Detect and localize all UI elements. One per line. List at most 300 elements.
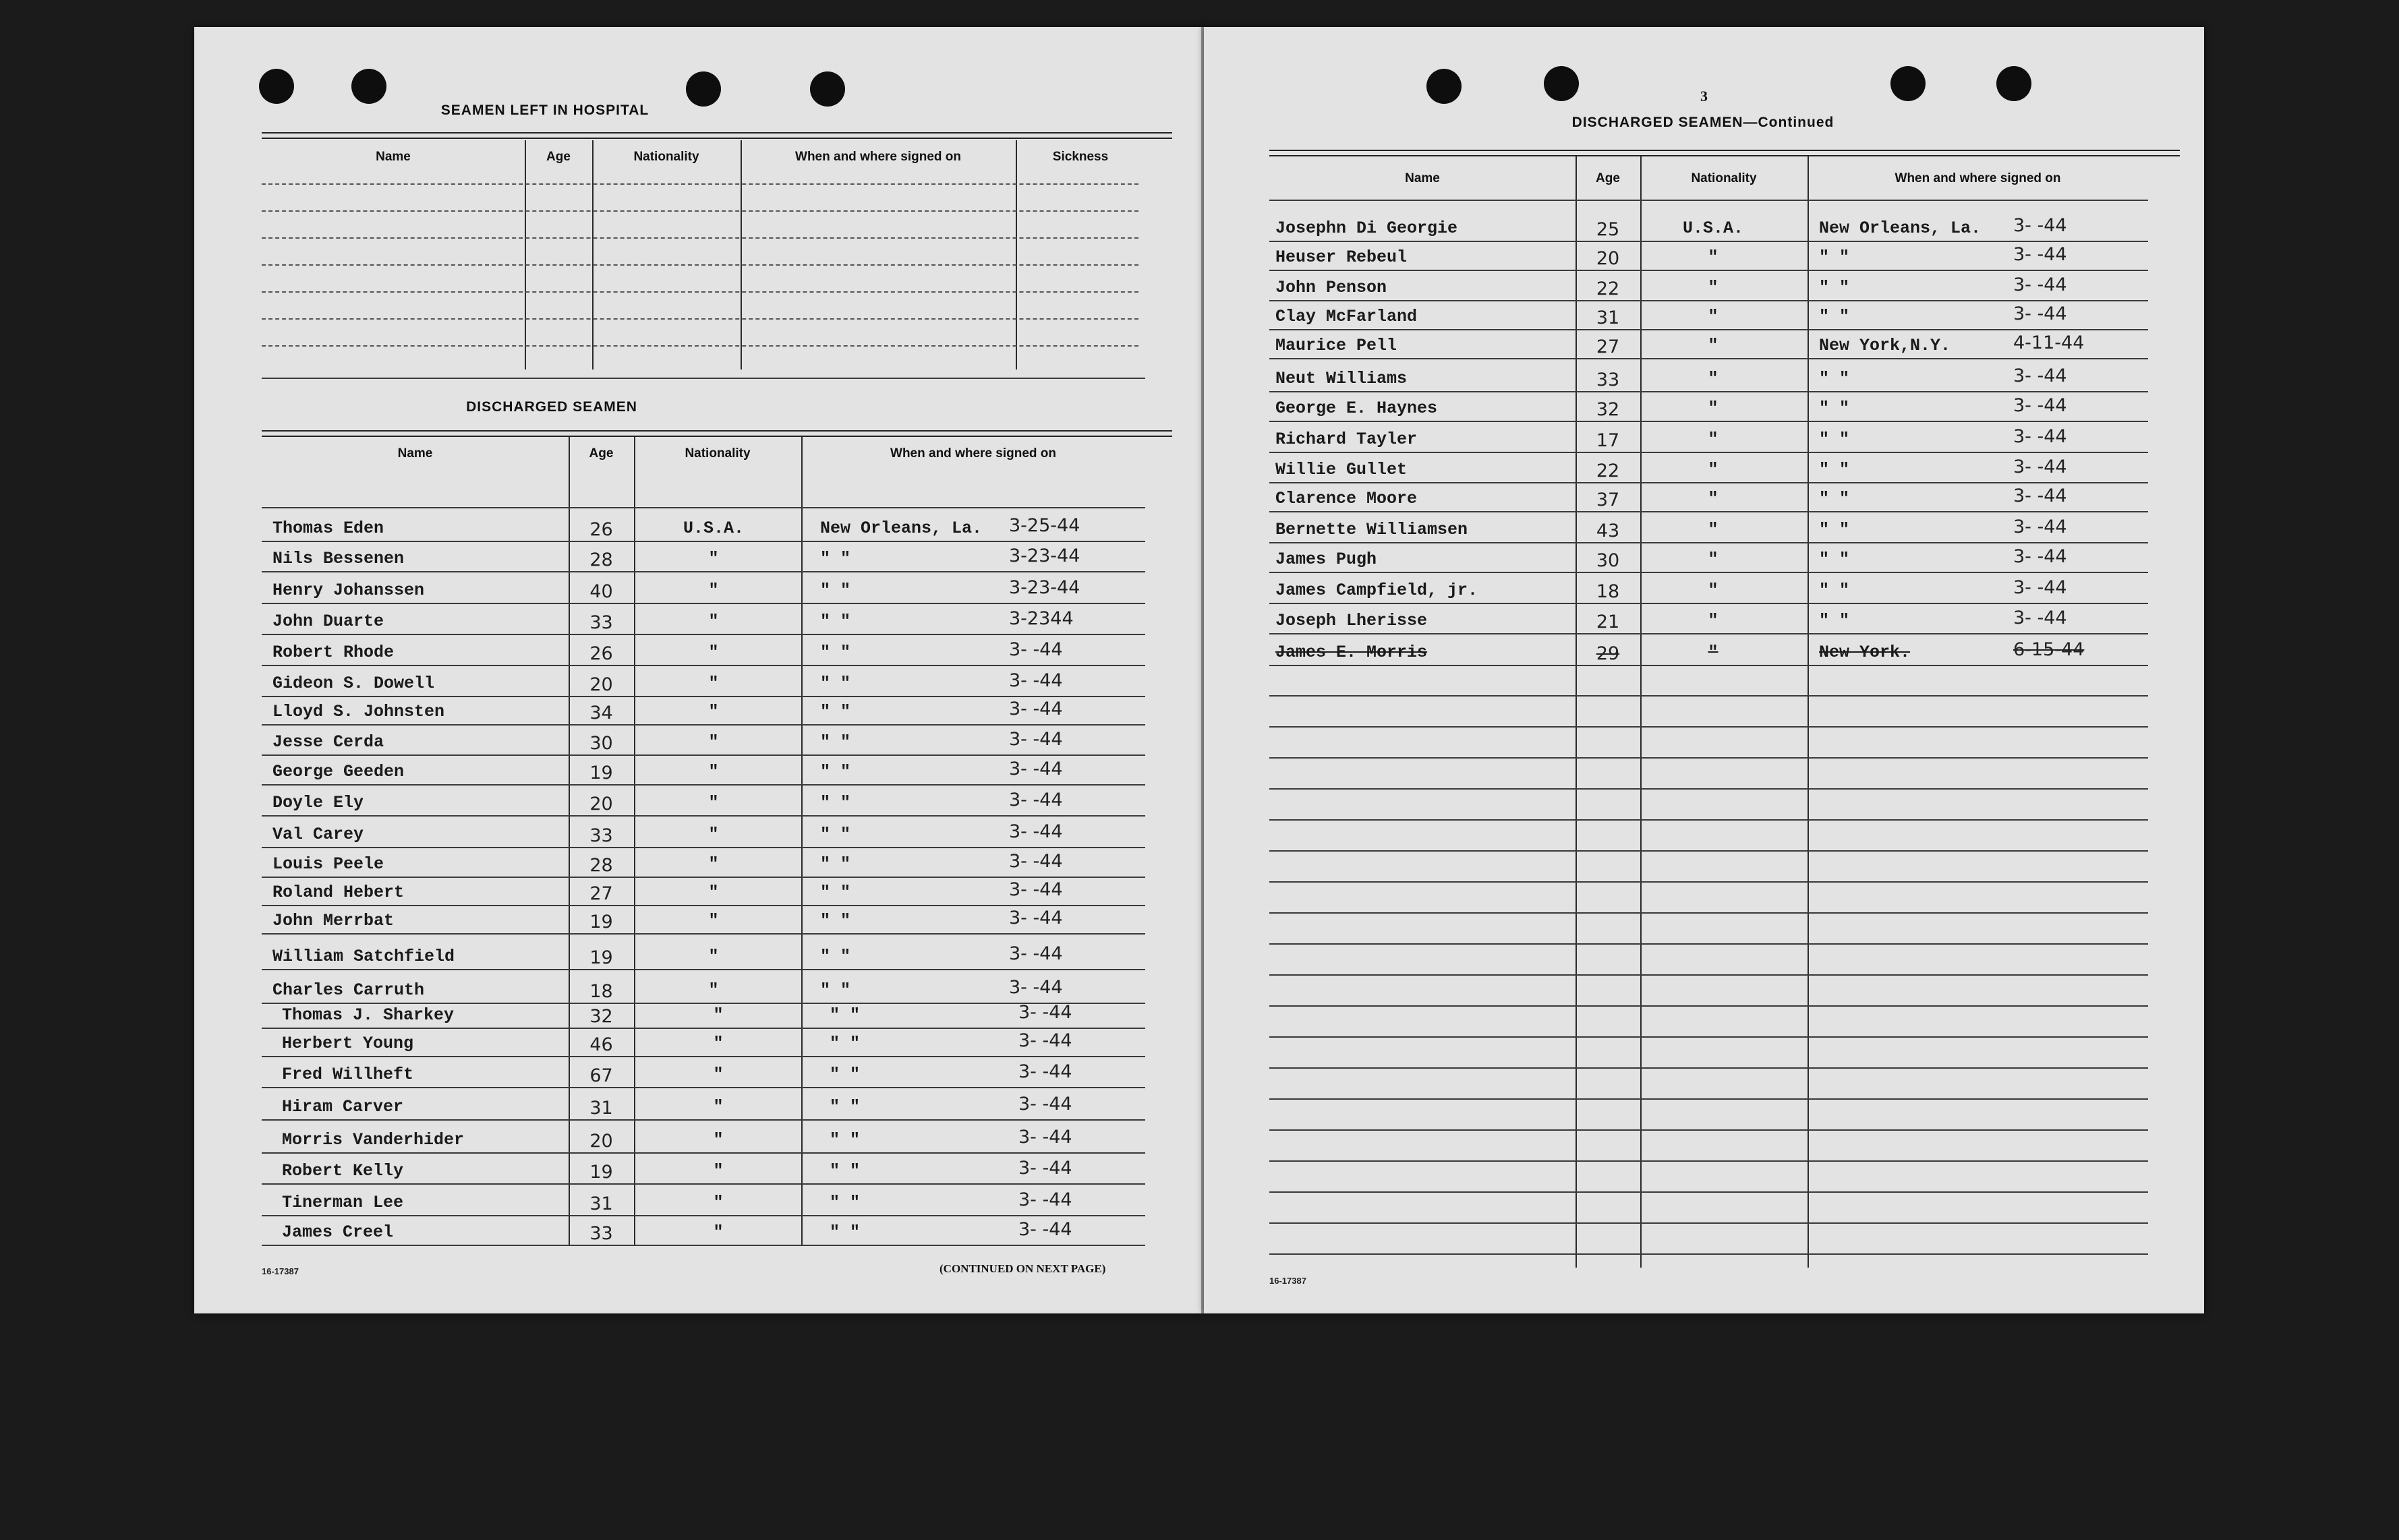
seaman-signed-date: 3- -44	[2013, 244, 2067, 265]
binder-hole	[259, 69, 294, 104]
row-rule	[1269, 300, 2148, 301]
seaman-signed-date: 3- -44	[1009, 851, 1063, 872]
seaman-name: Herbert Young	[282, 1034, 414, 1053]
empty-ruled-line	[1269, 819, 2148, 821]
seaman-age: 19	[589, 947, 613, 968]
binder-hole	[1544, 66, 1579, 101]
binder-hole	[1890, 66, 1926, 101]
seaman-nationality: "	[1708, 247, 1718, 267]
hospital-ruled-line	[262, 318, 1138, 320]
seaman-name: Neut Williams	[1275, 369, 1408, 388]
seaman-age: 22	[1596, 278, 1620, 299]
page-number: 3	[1700, 88, 1708, 105]
seaman-signed-place: " "	[1819, 278, 1850, 297]
seaman-age: 31	[1596, 307, 1620, 328]
row-rule	[262, 1215, 1145, 1216]
seaman-name: Gideon S. Dowell	[272, 674, 435, 693]
seaman-signed-date: 6-15-44	[2013, 639, 2085, 660]
seaman-signed-place: " "	[1819, 307, 1850, 326]
seaman-age: 34	[589, 703, 613, 723]
seaman-name: John Duarte	[272, 612, 384, 631]
hospital-column-divider	[592, 140, 594, 369]
seaman-name: John Merrbat	[272, 911, 395, 930]
seaman-signed-place: " "	[1819, 520, 1850, 539]
seaman-signed-place: " "	[820, 947, 851, 966]
seaman-name: Hiram Carver	[282, 1097, 404, 1117]
right-column-header: Nationality	[1691, 171, 1757, 185]
seaman-name: Bernette Williamsen	[1275, 520, 1468, 539]
right-column-divider	[1808, 156, 1809, 1268]
seaman-nationality: "	[1708, 520, 1718, 539]
discharged-column-header: Nationality	[685, 446, 751, 461]
seaman-signed-date: 3- -44	[2013, 274, 2067, 295]
hospital-header-rule	[262, 132, 1172, 139]
seaman-nationality: "	[708, 825, 719, 844]
hospital-column-divider	[741, 140, 742, 369]
empty-ruled-line	[1269, 912, 2148, 914]
seaman-signed-date: 3-23-44	[1009, 545, 1080, 566]
seaman-signed-place: " "	[820, 581, 851, 600]
seaman-age: 22	[1596, 461, 1620, 481]
seaman-signed-place: " "	[820, 825, 851, 844]
empty-ruled-line	[1269, 881, 2148, 883]
seaman-nationality: "	[708, 581, 719, 600]
row-rule	[1269, 633, 2148, 634]
hospital-ruled-line	[262, 264, 1138, 266]
right-column-header: Age	[1596, 171, 1620, 185]
seaman-name: George E. Haynes	[1275, 398, 1438, 418]
row-rule	[1269, 391, 2148, 392]
hospital-column-divider	[1016, 140, 1017, 369]
row-rule	[1269, 358, 2148, 359]
right-page	[1204, 27, 2204, 1313]
seaman-nationality: "	[708, 549, 719, 568]
seaman-signed-date: 3- -44	[2013, 546, 2067, 567]
row-rule	[1269, 572, 2148, 573]
seaman-nationality: "	[1708, 460, 1718, 479]
seaman-signed-date: 4-11-44	[2013, 332, 2085, 353]
seaman-nationality: "	[1708, 430, 1718, 449]
seaman-signed-place: " "	[830, 1097, 861, 1117]
row-rule	[262, 1028, 1145, 1029]
seaman-age: 21	[1596, 612, 1620, 632]
seaman-signed-place: New York.	[1819, 643, 1911, 662]
discharged-continued-title: DISCHARGED SEAMEN—Continued	[1571, 115, 1834, 130]
seaman-signed-place: " "	[830, 1193, 861, 1212]
seaman-name: Clarence Moore	[1275, 489, 1418, 508]
seaman-signed-date: 3- -44	[2013, 215, 2067, 236]
hospital-ruled-line	[262, 210, 1138, 212]
seaman-nationality: "	[708, 612, 719, 631]
seaman-nationality: "	[713, 1222, 724, 1242]
row-rule	[262, 905, 1145, 906]
row-rule	[262, 969, 1145, 970]
seaman-age: 32	[589, 1006, 613, 1027]
seaman-signed-date: 3- -44	[1018, 1030, 1072, 1051]
seaman-age: 26	[589, 519, 613, 540]
row-rule	[262, 1087, 1145, 1088]
row-rule	[262, 877, 1145, 878]
hospital-column-divider	[525, 140, 526, 369]
row-rule	[262, 933, 1145, 935]
seaman-age: 43	[1596, 521, 1620, 541]
seaman-nationality: U.S.A.	[683, 519, 744, 538]
seaman-nationality: "	[708, 702, 719, 721]
left-page	[194, 27, 1203, 1313]
empty-ruled-line	[1269, 1191, 2148, 1193]
hospital-ruled-line	[262, 183, 1138, 185]
seaman-signed-place: " "	[820, 762, 851, 781]
seaman-name: Louis Peele	[272, 854, 384, 874]
seaman-age: 33	[1596, 369, 1620, 390]
seaman-nationality: "	[708, 643, 719, 662]
seaman-name: Charles Carruth	[272, 980, 425, 1000]
hospital-ruled-line	[262, 291, 1138, 293]
seaman-age: 20	[589, 1131, 613, 1152]
seaman-signed-date: 3- -44	[1009, 790, 1063, 810]
seaman-signed-place: " "	[820, 854, 851, 874]
seaman-signed-date: 3- -44	[1018, 1219, 1072, 1240]
seaman-name: Heuser Rebeul	[1275, 247, 1408, 267]
seaman-nationality: "	[713, 1005, 724, 1025]
seaman-nationality: "	[708, 732, 719, 752]
seaman-signed-date: 3- -44	[1009, 879, 1063, 900]
seaman-name: Doyle Ely	[272, 793, 364, 812]
row-rule	[262, 754, 1145, 756]
seaman-nationality: "	[708, 674, 719, 693]
seaman-nationality: "	[1708, 336, 1718, 355]
seaman-name: Maurice Pell	[1275, 336, 1397, 355]
seaman-signed-place: " "	[820, 702, 851, 721]
seaman-signed-place: New York,N.Y.	[1819, 336, 1951, 355]
seaman-nationality: "	[708, 980, 719, 1000]
seaman-name: John Penson	[1275, 278, 1387, 297]
seaman-name: Thomas J. Sharkey	[282, 1005, 455, 1025]
seaman-signed-date: 3- -44	[2013, 485, 2067, 506]
seaman-age: 30	[589, 733, 613, 754]
discharged-header-rule	[262, 430, 1172, 437]
seaman-signed-date: 3- -44	[1009, 821, 1063, 842]
seaman-name: Josephn Di Georgie	[1275, 218, 1458, 238]
seaman-signed-place: " "	[1819, 611, 1850, 630]
row-rule	[262, 847, 1145, 848]
row-rule	[1269, 482, 2148, 483]
seaman-nationality: "	[708, 854, 719, 874]
seaman-signed-place: " "	[830, 1222, 861, 1242]
seaman-name: Roland Hebert	[272, 883, 405, 902]
empty-ruled-line	[1269, 726, 2148, 728]
row-rule	[262, 665, 1145, 666]
empty-ruled-line	[1269, 1098, 2148, 1100]
seaman-signed-date: 3- -44	[1009, 639, 1063, 660]
seaman-signed-date: 3- -44	[1009, 670, 1063, 691]
seaman-signed-date: 3- -44	[2013, 303, 2067, 324]
empty-ruled-line	[1269, 1253, 2148, 1255]
seaman-age: 30	[1596, 550, 1620, 571]
discharged-column-divider	[801, 437, 803, 1246]
row-rule	[262, 1056, 1145, 1057]
seaman-nationality: "	[713, 1130, 724, 1150]
seaman-signed-place: " "	[820, 793, 851, 812]
seaman-signed-date: 3- -44	[2013, 426, 2067, 447]
seaman-name: James Creel	[282, 1222, 394, 1242]
discharged-header-bottom	[262, 507, 1145, 508]
seaman-signed-place: " "	[820, 549, 851, 568]
discharged-column-header: Name	[397, 446, 433, 461]
seaman-age: 19	[589, 1162, 613, 1183]
seaman-signed-date: 3- -44	[2013, 577, 2067, 598]
seaman-age: 20	[589, 674, 613, 695]
seaman-signed-place: New Orleans, La.	[1819, 218, 1982, 238]
seaman-signed-place: " "	[830, 1065, 861, 1084]
seaman-signed-place: New Orleans, La.	[820, 519, 983, 538]
form-number: 16-17387	[262, 1266, 299, 1276]
seaman-signed-date: 3- -44	[1018, 1061, 1072, 1082]
binder-hole	[686, 71, 721, 107]
hospital-column-header: Age	[546, 150, 571, 164]
seaman-signed-place: " "	[1819, 369, 1850, 388]
right-column-divider	[1640, 156, 1642, 1268]
seaman-age: 20	[589, 794, 613, 815]
right-header-bottom	[1269, 200, 2148, 201]
seaman-age: 19	[589, 763, 613, 783]
seaman-name: Joseph Lherisse	[1275, 611, 1428, 630]
seaman-signed-place: " "	[820, 980, 851, 1000]
seaman-signed-place: " "	[830, 1034, 861, 1053]
row-rule	[262, 784, 1145, 786]
seaman-age: 46	[589, 1034, 613, 1055]
discharged-column-header: When and where signed on	[890, 446, 1056, 461]
seaman-age: 31	[589, 1193, 613, 1214]
seaman-age: 31	[589, 1098, 613, 1119]
binder-hole	[1996, 66, 2031, 101]
row-rule	[262, 815, 1145, 817]
hospital-column-header: Name	[376, 150, 411, 164]
seaman-name: James Pugh	[1275, 550, 1377, 569]
seaman-nationality: "	[713, 1161, 724, 1181]
row-rule	[262, 1119, 1145, 1121]
seaman-age: 27	[589, 883, 613, 904]
seaman-signed-date: 3- -44	[1009, 759, 1063, 779]
seaman-age: 19	[589, 912, 613, 932]
seaman-name: Tinerman Lee	[282, 1193, 404, 1212]
seaman-signed-date: 3- -44	[1018, 1158, 1072, 1179]
seaman-signed-date: 3- -44	[1018, 1189, 1072, 1210]
seaman-name: Morris Vanderhider	[282, 1130, 465, 1150]
binder-hole	[1426, 69, 1462, 104]
seaman-signed-place: " "	[1819, 489, 1850, 508]
seaman-signed-place: " "	[830, 1130, 861, 1150]
seaman-nationality: "	[1708, 307, 1718, 326]
empty-ruled-line	[1269, 757, 2148, 759]
seaman-signed-place: " "	[820, 732, 851, 752]
seaman-signed-date: 3- -44	[2013, 395, 2067, 416]
seaman-age: 26	[589, 643, 613, 664]
seaman-age: 29	[1596, 643, 1620, 664]
row-rule	[1269, 452, 2148, 453]
seaman-name: James Campfield, jr.	[1275, 581, 1478, 600]
discharged-column-divider	[634, 437, 635, 1246]
seaman-name: Clay McFarland	[1275, 307, 1418, 326]
empty-ruled-line	[1269, 974, 2148, 976]
seaman-nationality: "	[713, 1065, 724, 1084]
seaman-signed-place: " "	[830, 1161, 861, 1181]
row-rule	[262, 696, 1145, 697]
empty-ruled-line	[1269, 1129, 2148, 1131]
seaman-signed-place: " "	[1819, 430, 1850, 449]
seaman-nationality: "	[1708, 581, 1718, 600]
discharged-column-header: Age	[589, 446, 614, 461]
seaman-signed-date: 3- -44	[1009, 943, 1063, 964]
empty-ruled-line	[1269, 1222, 2148, 1224]
right-column-header: Name	[1405, 171, 1440, 185]
seaman-signed-date: 3- -44	[1009, 908, 1063, 928]
seaman-signed-place: " "	[820, 911, 851, 930]
seaman-nationality: "	[708, 947, 719, 966]
empty-ruled-line	[1269, 788, 2148, 790]
seaman-nationality: "	[1708, 550, 1718, 569]
seaman-name: Henry Johanssen	[272, 581, 425, 600]
seaman-name: George Geeden	[272, 762, 405, 781]
row-rule	[1269, 329, 2148, 330]
seaman-name: Thomas Eden	[272, 519, 384, 538]
seaman-signed-date: 3- -44	[2013, 608, 2067, 628]
seaman-nationality: "	[708, 762, 719, 781]
binder-hole	[351, 69, 386, 104]
seaman-nationality: "	[708, 883, 719, 902]
seaman-signed-place: " "	[1819, 398, 1850, 418]
empty-ruled-line	[1269, 1005, 2148, 1007]
row-rule	[262, 571, 1145, 572]
binder-hole	[810, 71, 845, 107]
seaman-age: 17	[1596, 430, 1620, 451]
seaman-nationality: "	[713, 1097, 724, 1117]
seaman-name: Lloyd S. Johnsten	[272, 702, 445, 721]
row-rule	[1269, 270, 2148, 271]
right-header-rule	[1269, 150, 2180, 156]
seaman-name: William Satchfield	[272, 947, 455, 966]
seaman-signed-place: " "	[1819, 581, 1850, 600]
form-number: 16-17387	[1269, 1276, 1306, 1286]
hospital-column-header: When and where signed on	[795, 150, 961, 164]
seaman-nationality: "	[713, 1034, 724, 1053]
hospital-ruled-line	[262, 345, 1138, 347]
seaman-age: 37	[1596, 490, 1620, 510]
seaman-age: 28	[589, 855, 613, 876]
seaman-age: 25	[1596, 219, 1620, 240]
seaman-age: 28	[589, 550, 613, 570]
seaman-name: Nils Bessenen	[272, 549, 405, 568]
seaman-nationality: U.S.A.	[1682, 218, 1743, 238]
seaman-nationality: "	[708, 793, 719, 812]
empty-ruled-line	[1269, 943, 2148, 945]
seaman-signed-place: " "	[1819, 247, 1850, 267]
seaman-signed-date: 3-25-44	[1009, 515, 1080, 536]
row-rule	[1269, 665, 2148, 666]
seaman-nationality: "	[1708, 643, 1718, 662]
hospital-bottom-rule	[262, 378, 1145, 379]
seaman-name: James E. Morris	[1275, 643, 1428, 662]
seaman-nationality: "	[1708, 398, 1718, 418]
seaman-age: 32	[1596, 399, 1620, 420]
seaman-age: 40	[589, 581, 613, 602]
empty-ruled-line	[1269, 695, 2148, 697]
empty-ruled-line	[1269, 1036, 2148, 1038]
seaman-age: 33	[589, 612, 613, 633]
row-rule	[262, 1245, 1145, 1246]
row-rule	[262, 724, 1145, 725]
row-rule	[1269, 241, 2148, 242]
discharged-section-title: DISCHARGED SEAMEN	[466, 399, 637, 415]
seaman-signed-date: 3- -44	[2013, 365, 2067, 386]
seaman-signed-date: 3- -44	[1009, 699, 1063, 719]
seaman-nationality: "	[1708, 369, 1718, 388]
seaman-age: 33	[589, 825, 613, 846]
seaman-signed-date: 3- -44	[1009, 729, 1063, 750]
row-rule	[262, 1003, 1145, 1004]
seaman-signed-place: " "	[820, 612, 851, 631]
seaman-signed-date: 3-23-44	[1009, 577, 1080, 598]
seaman-signed-place: " "	[830, 1005, 861, 1025]
seaman-name: Robert Kelly	[282, 1161, 404, 1181]
hospital-ruled-line	[262, 237, 1138, 239]
continued-note: (CONTINUED ON NEXT PAGE)	[940, 1262, 1106, 1275]
seaman-signed-place: " "	[820, 643, 851, 662]
empty-ruled-line	[1269, 1067, 2148, 1069]
seaman-nationality: "	[1708, 611, 1718, 630]
row-rule	[262, 541, 1145, 542]
seaman-signed-date: 3- -44	[1009, 977, 1063, 998]
empty-ruled-line	[1269, 1160, 2148, 1162]
row-rule	[1269, 511, 2148, 512]
seaman-age: 18	[1596, 581, 1620, 602]
row-rule	[1269, 603, 2148, 604]
seaman-signed-date: 3- -44	[2013, 456, 2067, 477]
seaman-name: Val Carey	[272, 825, 364, 844]
seaman-signed-place: " "	[1819, 550, 1850, 569]
seaman-signed-date: 3- -44	[2013, 516, 2067, 537]
row-rule	[262, 634, 1145, 635]
seaman-nationality: "	[1708, 489, 1718, 508]
seaman-signed-date: 3- -44	[1018, 1094, 1072, 1115]
seaman-name: Robert Rhode	[272, 643, 395, 662]
row-rule	[262, 603, 1145, 604]
seaman-nationality: "	[713, 1193, 724, 1212]
seaman-nationality: "	[1708, 278, 1718, 297]
seaman-age: 20	[1596, 248, 1620, 269]
row-rule	[1269, 421, 2148, 422]
seaman-signed-place: " "	[820, 674, 851, 693]
seaman-age: 27	[1596, 336, 1620, 357]
right-column-header: When and where signed on	[1895, 171, 2061, 185]
hospital-section-title: SEAMEN LEFT IN HOSPITAL	[440, 102, 649, 118]
seaman-name: Willie Gullet	[1275, 460, 1408, 479]
hospital-column-header: Nationality	[633, 150, 699, 164]
seaman-name: Fred Willheft	[282, 1065, 414, 1084]
hospital-column-header: Sickness	[1052, 150, 1109, 164]
row-rule	[262, 1183, 1145, 1185]
seaman-name: Jesse Cerda	[272, 732, 384, 752]
seaman-age: 67	[589, 1065, 613, 1086]
seaman-nationality: "	[708, 911, 719, 930]
seaman-age: 33	[589, 1223, 613, 1244]
seaman-signed-place: " "	[820, 883, 851, 902]
seaman-age: 18	[589, 981, 613, 1002]
empty-ruled-line	[1269, 850, 2148, 852]
seaman-signed-date: 3- -44	[1018, 1002, 1072, 1023]
seaman-signed-place: " "	[1819, 460, 1850, 479]
row-rule	[1269, 542, 2148, 543]
